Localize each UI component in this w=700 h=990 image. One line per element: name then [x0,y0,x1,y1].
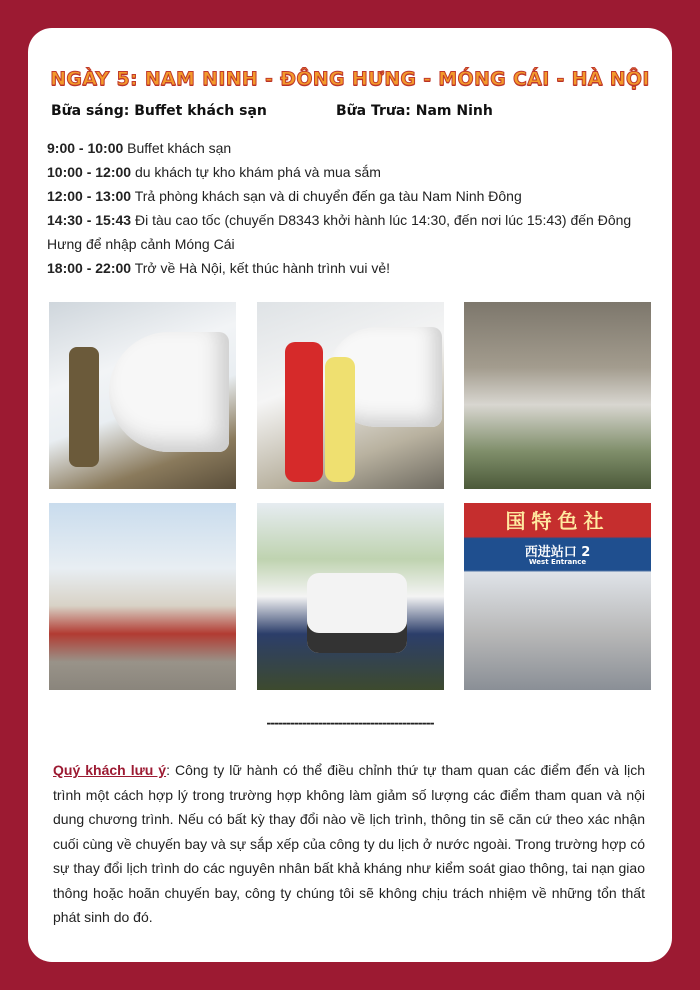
photo-group-west-entrance [464,503,651,690]
person-shape [325,357,355,482]
day-title: NGÀY 5: NAM NINH - ĐÔNG HƯNG - MÓNG CÁI - HÀ NỘI [50,68,650,90]
person-shape [69,347,99,467]
schedule-time: 12:00 - 13:00 [47,188,132,204]
sign-entrance-en: West Entrance [528,558,587,566]
schedule-item [47,208,657,256]
photo-train-platform-2 [257,302,444,489]
note-label: Quý khách lưu ý [53,762,167,778]
breakfast-label: Bữa sáng: Buffet khách sạn [51,103,267,119]
schedule-text: Buffet khách sạn [123,140,232,156]
photo-group-car [257,503,444,690]
note [53,758,645,930]
schedule-item [47,160,657,184]
person-shape [285,342,323,482]
photo-train-platform-1 [49,302,236,489]
sign-top: 国特色社 [505,509,610,533]
train-shape [109,332,229,452]
photo-group-station [49,503,236,690]
photo-group-stone-wall [464,302,651,489]
lunch-label: Bữa Trưa: Nam Ninh [336,103,493,119]
car-shape [307,573,407,653]
schedule-item [47,184,657,208]
itinerary-card [28,28,672,962]
schedule-text: Đi tàu cao tốc (chuyến D8343 khởi hành lúc 14:30, đến nơi lúc 15:43) đến Đông Hưng để nhập cảnh Móng Cái [47,212,632,252]
schedule-time: 10:00 - 12:00 [47,164,132,180]
schedule-item [47,256,657,280]
schedule-text: Trở về Hà Nội, kết thúc hành trình vui vẻ! [131,260,391,276]
schedule-time: 14:30 - 15:43 [47,212,132,228]
schedule-text: Trả phòng khách sạn và di chuyển đến ga tàu Nam Ninh Đông [131,188,522,204]
schedule-time: 18:00 - 22:00 [47,260,132,276]
schedule-time: 9:00 - 10:00 [47,140,124,156]
sign-entrance: 西进站口 2 [524,545,591,560]
schedule [47,136,657,280]
schedule-text: du khách tự kho khám phá và mua sắm [131,164,381,180]
note-text: : Công ty lữ hành có thể điều chỉnh thứ tự tham quan các điểm đến và lịch trình một cách hợp lý trong trường hợp không làm giảm số lượng các điểm tham quan và nội dung chương trình. Nếu có bất kỳ thay đổi nào về lịch trình, thông tin sẽ căn cứ theo xác nhận cuối cùng về chuyến bay và sự sắp xếp của công ty du lịch ở nước ngoài. Trong trường hợp có sự thay đổi lịch trình do các nguyên nhân bất khả kháng như kiểm soát giao thông, tai nạn giao thông hoặc hoãn chuyến bay, công ty chúng tôi sẽ không chịu trách nhiệm về những tổn thất phát sinh do đó. [53,762,645,925]
schedule-item [47,136,657,160]
divider: ------------------------------------------ [266,716,434,730]
